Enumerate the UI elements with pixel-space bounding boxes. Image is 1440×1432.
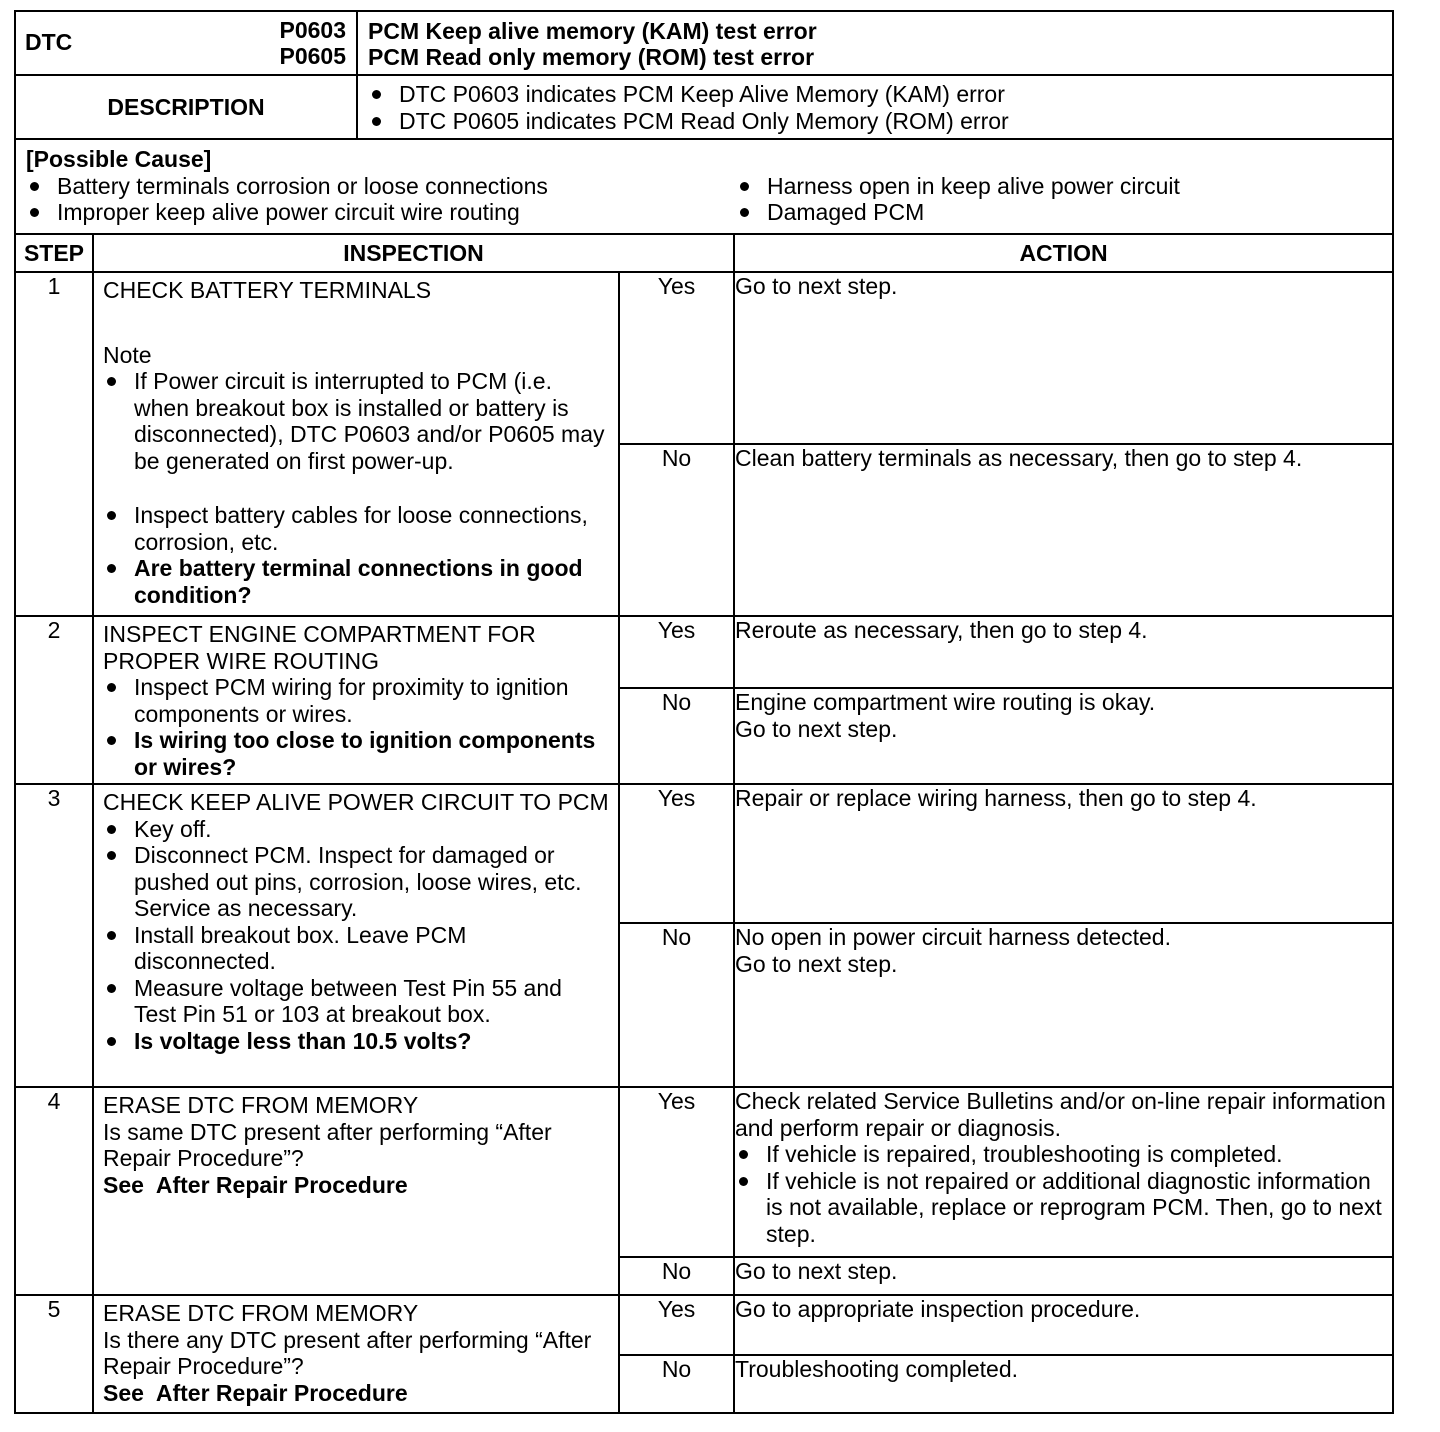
step-title: INSPECT ENGINE COMPARTMENT FOR PROPER WIRE ROUTING <box>103 621 536 674</box>
possible-cause-item: Improper keep alive power circuit wire routing <box>26 199 736 226</box>
description-label: DESCRIPTION <box>107 93 265 120</box>
no-action-line: Go to next step. <box>735 950 898 977</box>
dtc-code-cell <box>15 11 357 75</box>
inspection-question-text: Is same DTC present after performing “After Repair Procedure”? <box>103 1118 552 1171</box>
yes-action-item: If vehicle is not repaired or additional diagnostic information is not available, replace or reprogram PCM. Then, go to next step. <box>735 1168 1392 1248</box>
no-action: Troubleshooting completed. <box>734 1355 1393 1413</box>
step-column-header: STEP <box>15 234 93 272</box>
step-4-yes-row <box>15 1087 1393 1257</box>
dtc-label: DTC <box>25 28 73 55</box>
no-action: Go to next step. <box>734 1257 1393 1295</box>
yes-action: Go to appropriate inspection procedure. <box>734 1295 1393 1355</box>
inspection-column-header: INSPECTION <box>93 234 734 272</box>
step-number: 4 <box>15 1087 93 1295</box>
action-column-header: ACTION <box>734 234 1393 272</box>
no-label: No <box>619 688 734 784</box>
possible-cause-cell <box>15 139 1393 234</box>
step-5-yes-row <box>15 1295 1393 1355</box>
description-item: DTC P0603 indicates PCM Keep Alive Memory (KAM) error <box>368 81 1392 108</box>
note-label: Note <box>103 341 152 368</box>
yes-label: Yes <box>619 1295 734 1355</box>
possible-cause-list-left <box>26 173 736 226</box>
step-number: 3 <box>15 784 93 1087</box>
yes-label: Yes <box>619 784 734 923</box>
step-number: 2 <box>15 616 93 784</box>
no-action: Clean battery terminals as necessary, then go to step 4. <box>734 444 1393 616</box>
no-action-line: Engine compartment wire routing is okay. <box>735 689 1156 715</box>
possible-cause-item: Damaged PCM <box>736 199 1384 226</box>
step-3-yes-row <box>15 784 1393 923</box>
no-action-line: Go to next step. <box>735 715 898 742</box>
possible-cause-list-right <box>736 173 1384 226</box>
yes-action: Go to next step. <box>734 272 1393 444</box>
yes-action: Check related Service Bulletins and/or on-line repair information and perform repair or diagnosis. <box>735 1088 1386 1141</box>
step-2-inspection <box>93 616 619 784</box>
yes-action-list <box>735 1141 1392 1247</box>
yes-action-cell <box>734 1087 1393 1257</box>
no-action-line: No open in power circuit harness detected. <box>735 924 1171 950</box>
description-item: DTC P0605 indicates PCM Read Only Memory (ROM) error <box>368 108 1392 135</box>
step-title: ERASE DTC FROM MEMORY <box>103 1092 419 1118</box>
header-row <box>15 11 1393 75</box>
step-4-inspection <box>93 1087 619 1295</box>
step-number: 5 <box>15 1295 93 1413</box>
inspection-item: Inspect PCM wiring for proximity to ignition components or wires. <box>103 674 610 727</box>
step-3-inspection <box>93 784 619 1087</box>
step-title: CHECK BATTERY TERMINALS <box>103 277 432 303</box>
description-content-cell <box>357 75 1393 139</box>
step-number: 1 <box>15 272 93 616</box>
possible-cause-label: [Possible Cause] <box>26 146 212 172</box>
inspection-list <box>103 674 610 780</box>
no-label: No <box>619 1257 734 1295</box>
step-2-yes-row <box>15 616 1393 688</box>
inspection-question: Is voltage less than 10.5 volts? <box>103 1028 610 1055</box>
step-1-yes-row <box>15 272 1393 444</box>
no-label: No <box>619 444 734 616</box>
inspection-list <box>103 502 610 608</box>
no-label: No <box>619 923 734 1087</box>
see-reference: See After Repair Procedure <box>103 1379 408 1406</box>
note-item: If Power circuit is interrupted to PCM (i.e. when breakout box is installed or battery is disconnected), DTC P0603 and/or P0605 may be generated on first power-up. <box>103 368 610 474</box>
step-title: CHECK KEEP ALIVE POWER CIRCUIT TO PCM <box>103 789 609 815</box>
yes-action: Repair or replace wiring harness, then go to step 4. <box>734 784 1393 923</box>
column-header-row <box>15 234 1393 272</box>
description-label-cell <box>15 75 357 139</box>
no-label: No <box>619 1355 734 1413</box>
inspection-question: Is wiring too close to ignition components or wires? <box>103 727 610 780</box>
description-list <box>358 76 1392 134</box>
description-row <box>15 75 1393 139</box>
no-action <box>734 688 1393 784</box>
dtc-table <box>14 10 1394 1414</box>
dtc-title-kam: PCM Keep alive memory (KAM) test error <box>368 18 817 44</box>
note-list <box>103 368 610 474</box>
step-title: ERASE DTC FROM MEMORY <box>103 1300 419 1326</box>
dtc-code-p0603: P0603 <box>279 17 347 43</box>
inspection-item: Install breakout box. Leave PCM disconnected. <box>103 922 610 975</box>
yes-label: Yes <box>619 616 734 688</box>
inspection-question: Are battery terminal connections in good condition? <box>103 555 610 608</box>
inspection-item: Key off. <box>103 816 610 843</box>
dtc-title-cell <box>357 11 1393 75</box>
yes-action: Reroute as necessary, then go to step 4. <box>734 616 1393 688</box>
dtc-title-rom: PCM Read only memory (ROM) test error <box>368 44 815 70</box>
step-5-inspection <box>93 1295 619 1413</box>
yes-action-item: If vehicle is repaired, troubleshooting is completed. <box>735 1141 1392 1168</box>
see-reference: See After Repair Procedure <box>103 1171 408 1198</box>
inspection-list <box>103 816 610 1055</box>
yes-label: Yes <box>619 1087 734 1257</box>
inspection-item: Measure voltage between Test Pin 55 and Test Pin 51 or 103 at breakout box. <box>103 975 610 1028</box>
dtc-code-p0605: P0605 <box>279 43 347 69</box>
yes-label: Yes <box>619 272 734 444</box>
possible-cause-item: Battery terminals corrosion or loose connections <box>26 173 736 200</box>
no-action <box>734 923 1393 1087</box>
possible-cause-row <box>15 139 1393 234</box>
step-1-inspection <box>93 272 619 616</box>
possible-cause-item: Harness open in keep alive power circuit <box>736 173 1384 200</box>
inspection-item: Inspect battery cables for loose connections, corrosion, etc. <box>103 502 610 555</box>
inspection-question-text: Is there any DTC present after performing “After Repair Procedure”? <box>103 1326 592 1379</box>
inspection-item: Disconnect PCM. Inspect for damaged or pushed out pins, corrosion, loose wires, etc. Service as necessary. <box>103 842 610 922</box>
